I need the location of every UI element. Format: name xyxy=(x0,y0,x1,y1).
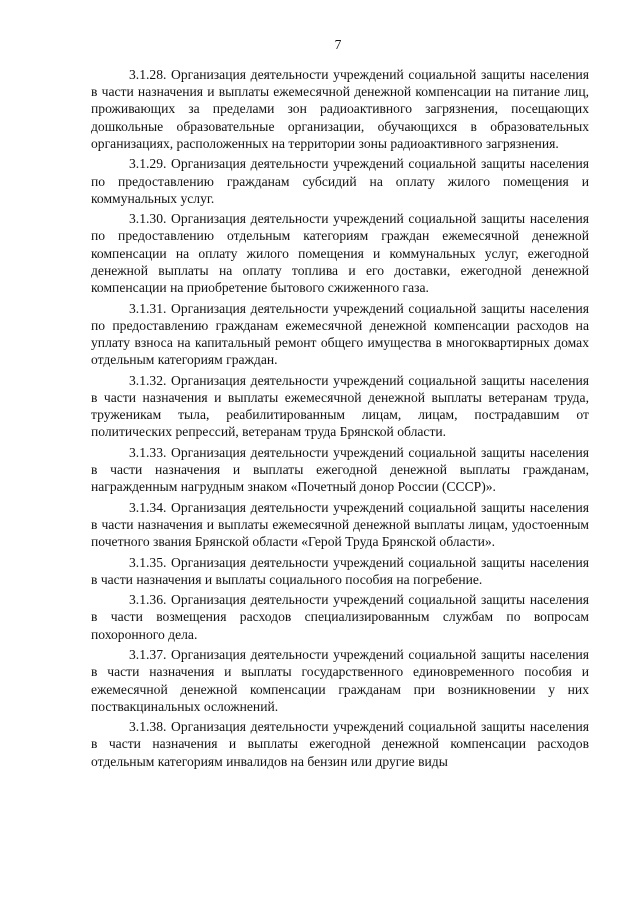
paragraph-3-1-34: 3.1.34. Организация деятельности учреждений социальной защиты населения в части назначения и выплаты ежемесячной денежной выплаты лицам, удостоенным почетного звания Брянской области «Герой Труда Брянской области». xyxy=(91,499,589,550)
paragraph-3-1-37: 3.1.37. Организация деятельности учреждений социальной защиты населения в части назначения и выплаты государственного единовременного пособия и ежемесячной денежной компенсации гражданам при возникновении у них поствакцинальных осложнений. xyxy=(91,647,589,714)
paragraph-3-1-29: 3.1.29. Организация деятельности учреждений социальной защиты населения по предоставлению гражданам субсидий на оплату жилого помещения и коммунальных услуг. xyxy=(91,156,589,206)
paragraph-3-1-35: 3.1.35. Организация деятельности учреждений социальной защиты населения в части назначения и выплаты социального пособия на погребение. xyxy=(91,554,589,587)
paragraph-3-1-38: 3.1.38. Организация деятельности учреждений социальной защиты населения в части назначения и выплаты ежегодной денежной компенсации расходов отдельным категориям инвалидов на бензин или другие виды xyxy=(91,719,589,769)
paragraph-3-1-28: 3.1.28. Организация деятельности учреждений социальной защиты населения в части назначения и выплаты ежемесячной денежной компенсации на питание лиц, проживающих за пределами зон радиоактивного загрязнения, посещающих дошкольные образовательные организации, обучающихся в образовательных организациях, расположенных на территории зоны радиоактивного загрязнения. xyxy=(91,67,589,151)
document-body xyxy=(91,66,589,770)
paragraph-3-1-31: 3.1.31. Организация деятельности учреждений социальной защиты населения по предоставлению гражданам ежемесячной денежной компенсации расходов на уплату взноса на капитальный ремонт общего имущества в многоквартирных домах отдельным категориям граждан. xyxy=(91,300,589,368)
paragraph-3-1-30: 3.1.30. Организация деятельности учреждений социальной защиты населения по предоставлению отдельным категориям граждан ежемесячной денежной компенсации на оплату жилого помещения и коммунальных услуг, ежегодной денежной выплаты на оплату топлива и его доставки, ежегодной денежной компенсации на приобретение бытового сжиженного газа. xyxy=(91,211,589,296)
paragraph-3-1-32: 3.1.32. Организация деятельности учреждений социальной защиты населения в части назначения и выплаты ежемесячной денежной выплаты ветеранам труда, труженикам тыла, реабилитированным лицам, лицам, пострадавшим от политических репрессий, ветеранам труда Брянской области. xyxy=(91,372,589,440)
page-number: 7 xyxy=(334,37,342,52)
paragraph-3-1-36: 3.1.36. Организация деятельности учреждений социальной защиты населения в части возмещения расходов специализированным службам по вопросам похоронного дела. xyxy=(91,592,589,642)
paragraph-3-1-33: 3.1.33. Организация деятельности учреждений социальной защиты населения в части назначения и выплаты ежегодной денежной выплаты гражданам, награжденным нагрудным знаком «Почетный донор России (СССР)». xyxy=(91,444,589,495)
